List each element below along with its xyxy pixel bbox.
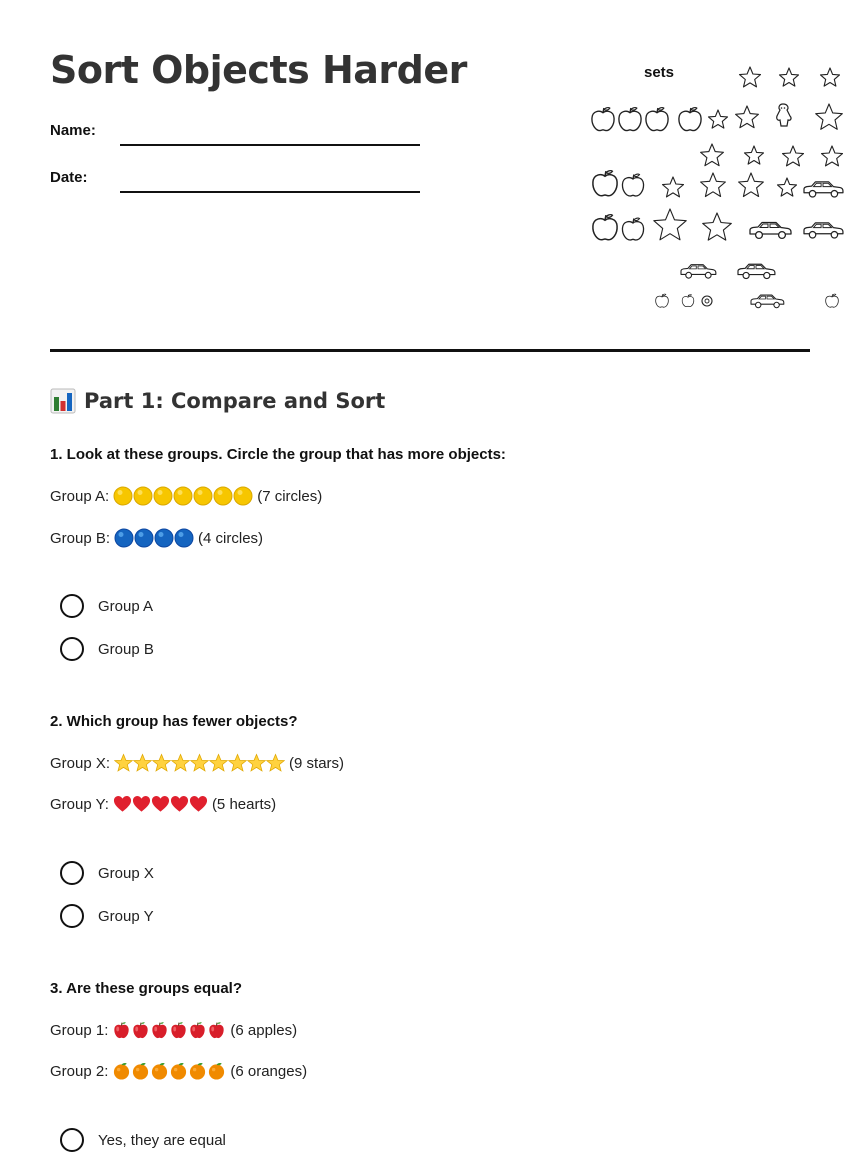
part1-title: Part 1: Compare and Sort bbox=[84, 389, 386, 413]
option-group-y[interactable] bbox=[60, 904, 154, 928]
date-field[interactable] bbox=[120, 191, 420, 193]
heart-icon bbox=[170, 794, 189, 814]
sorting-clipart bbox=[540, 60, 810, 310]
star-icon bbox=[152, 753, 171, 773]
bar-chart-icon bbox=[50, 388, 76, 414]
worksheet-header bbox=[50, 48, 810, 310]
group-y-icons bbox=[113, 794, 208, 814]
group-a-label: Group A: bbox=[50, 487, 110, 505]
group-a-line bbox=[50, 485, 322, 507]
orange-icon bbox=[150, 1061, 169, 1081]
group-y-line bbox=[50, 793, 276, 815]
yellow-circle-icon bbox=[173, 486, 193, 506]
group-x-line bbox=[50, 752, 344, 774]
radio-button[interactable] bbox=[60, 904, 84, 928]
radio-button[interactable] bbox=[60, 637, 84, 661]
star-icon bbox=[171, 753, 190, 773]
orange-icon bbox=[131, 1061, 150, 1081]
radio-button[interactable] bbox=[60, 594, 84, 618]
option-label: Group Y bbox=[98, 907, 154, 925]
group-b-count: (4 circles) bbox=[198, 529, 264, 547]
group-1-line bbox=[50, 1019, 297, 1041]
group-y-label: Group Y: bbox=[50, 795, 109, 813]
apple-icon bbox=[112, 1020, 131, 1040]
yellow-circle-icon bbox=[213, 486, 233, 506]
clipart-objects-icon bbox=[540, 60, 810, 310]
blue-circle-icon bbox=[174, 528, 194, 548]
heart-icon bbox=[132, 794, 151, 814]
apple-icon bbox=[150, 1020, 169, 1040]
group-x-count: (9 stars) bbox=[289, 754, 345, 772]
option-group-x[interactable] bbox=[60, 861, 154, 885]
yellow-circle-icon bbox=[133, 486, 153, 506]
star-icon bbox=[114, 753, 133, 773]
apple-icon bbox=[188, 1020, 207, 1040]
worksheet-title: Sort Objects Harder bbox=[50, 48, 467, 92]
apple-icon bbox=[131, 1020, 150, 1040]
group-x-label: Group X: bbox=[50, 754, 111, 772]
heart-icon bbox=[113, 794, 132, 814]
group-a-icons bbox=[113, 486, 253, 506]
question-3-prompt: 3. Are these groups equal? bbox=[50, 980, 242, 997]
section-divider bbox=[50, 349, 810, 352]
orange-icon bbox=[207, 1061, 226, 1081]
blue-circle-icon bbox=[114, 528, 134, 548]
group-2-label: Group 2: bbox=[50, 1062, 109, 1080]
option-group-b[interactable] bbox=[60, 637, 154, 661]
yellow-circle-icon bbox=[153, 486, 173, 506]
yellow-circle-icon bbox=[113, 486, 133, 506]
name-label: Name: bbox=[50, 122, 96, 139]
group-1-label: Group 1: bbox=[50, 1021, 109, 1039]
group-b-icons bbox=[114, 528, 194, 548]
question-1-prompt: 1. Look at these groups. Circle the group that has more objects: bbox=[50, 446, 506, 463]
group-2-icons bbox=[112, 1061, 226, 1081]
option-label: Group X bbox=[98, 864, 154, 882]
clipart-sets-label: sets bbox=[644, 64, 675, 81]
orange-icon bbox=[169, 1061, 188, 1081]
yellow-circle-icon bbox=[233, 486, 253, 506]
question-2-prompt: 2. Which group has fewer objects? bbox=[50, 713, 298, 730]
option-equal-yes[interactable] bbox=[60, 1128, 226, 1152]
star-icon bbox=[247, 753, 266, 773]
option-label: Yes, they are equal bbox=[98, 1131, 226, 1149]
blue-circle-icon bbox=[154, 528, 174, 548]
group-2-count: (6 oranges) bbox=[230, 1062, 308, 1080]
heart-icon bbox=[151, 794, 170, 814]
option-label: Group B bbox=[98, 640, 154, 658]
group-b-line bbox=[50, 527, 263, 549]
radio-button[interactable] bbox=[60, 861, 84, 885]
name-field[interactable] bbox=[120, 144, 420, 146]
group-a-count: (7 circles) bbox=[257, 487, 323, 505]
group-1-icons bbox=[112, 1020, 226, 1040]
star-icon bbox=[209, 753, 228, 773]
star-icon bbox=[266, 753, 285, 773]
apple-icon bbox=[207, 1020, 226, 1040]
star-icon bbox=[190, 753, 209, 773]
heart-icon bbox=[189, 794, 208, 814]
apple-icon bbox=[169, 1020, 188, 1040]
option-label: Group A bbox=[98, 597, 154, 615]
orange-icon bbox=[188, 1061, 207, 1081]
part1-heading bbox=[50, 388, 385, 414]
radio-button[interactable] bbox=[60, 1128, 84, 1152]
date-label: Date: bbox=[50, 169, 88, 186]
group-2-line bbox=[50, 1060, 307, 1082]
group-y-count: (5 hearts) bbox=[211, 795, 277, 813]
blue-circle-icon bbox=[134, 528, 154, 548]
star-icon bbox=[228, 753, 247, 773]
star-icon bbox=[133, 753, 152, 773]
orange-icon bbox=[112, 1061, 131, 1081]
group-1-count: (6 apples) bbox=[230, 1021, 298, 1039]
group-x-icons bbox=[114, 753, 285, 773]
option-group-a[interactable] bbox=[60, 594, 153, 618]
group-b-label: Group B: bbox=[50, 529, 111, 547]
yellow-circle-icon bbox=[193, 486, 213, 506]
